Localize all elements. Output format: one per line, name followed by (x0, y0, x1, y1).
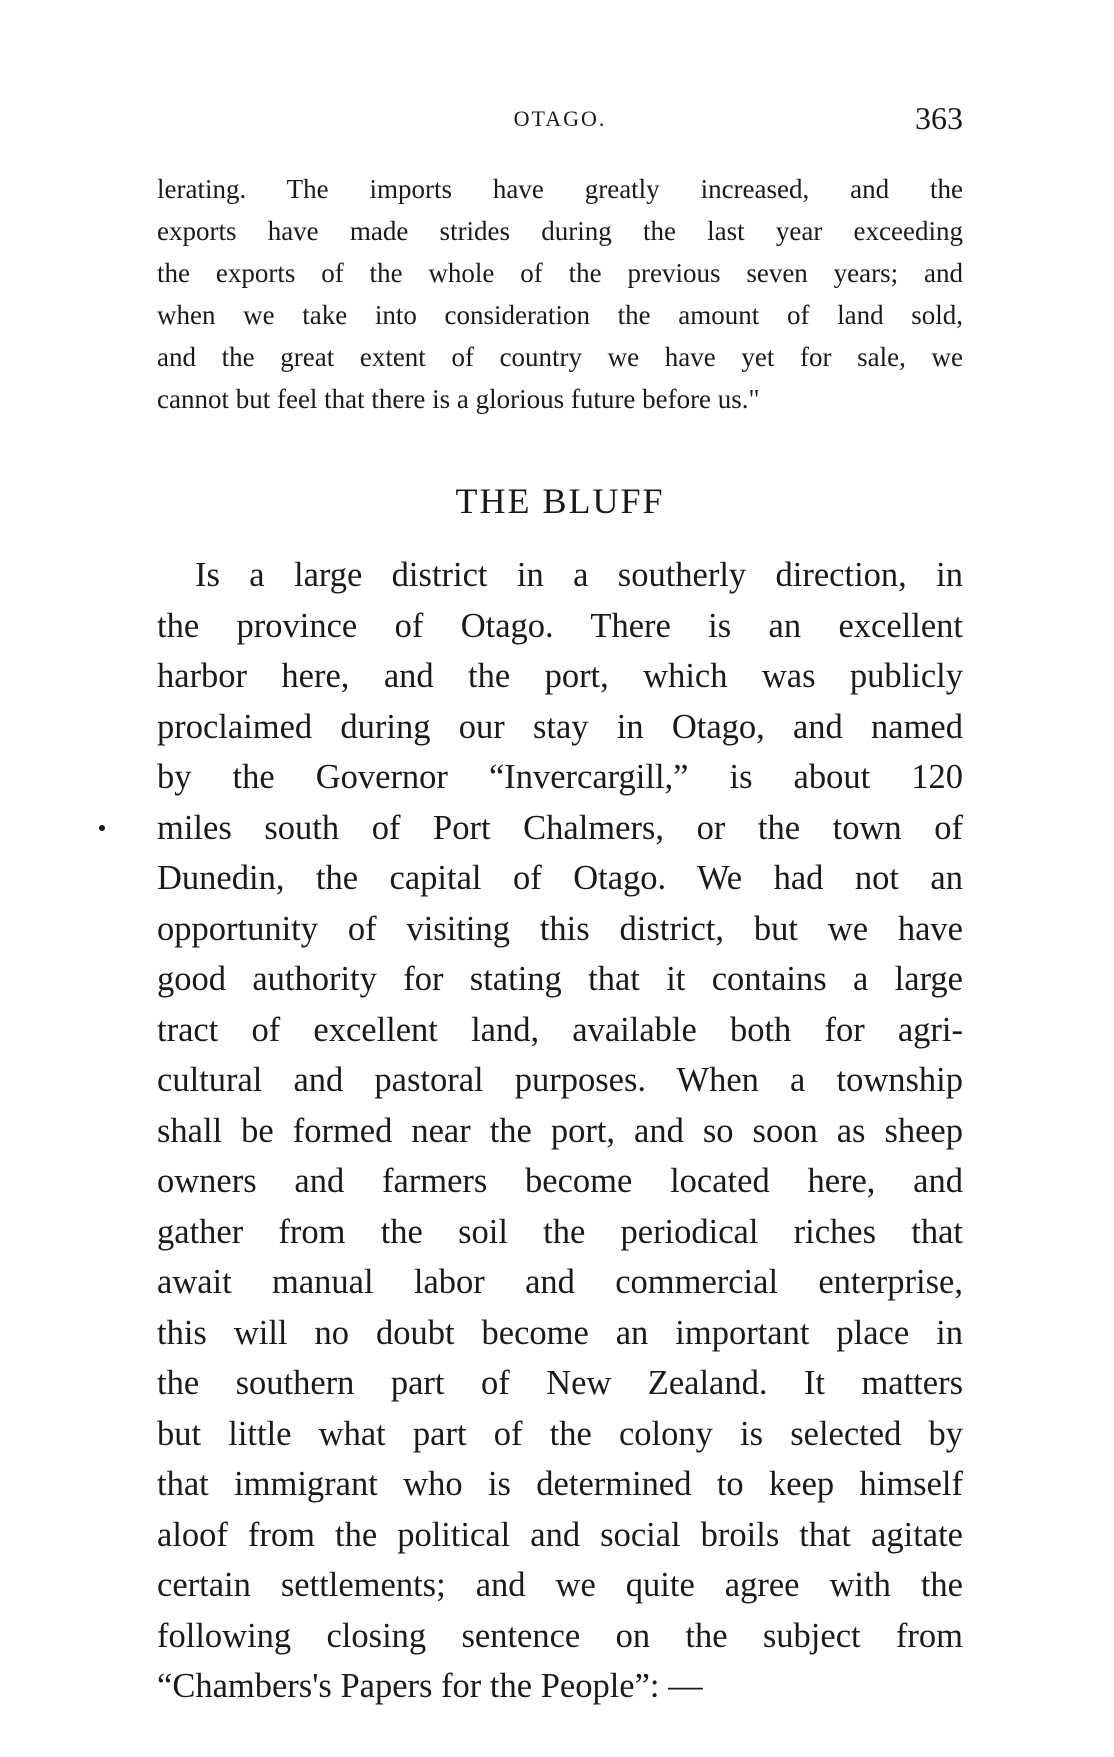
text-line: aloof from the political and social broils that agitate (157, 1515, 963, 1554)
text-line: await manual labor and commercial enterprise, (157, 1263, 963, 1301)
running-head (157, 100, 963, 140)
text-line: proclaimed during our stay in Otago, and named (157, 707, 963, 746)
section-body (157, 550, 963, 1712)
text-line: Is a large district in a southerly direction, in (195, 556, 963, 594)
running-title: OTAGO. (513, 106, 607, 131)
text-line: owners and farmers become located here, and (157, 1162, 963, 1200)
text-line: the province of Otago. There is an excellent (157, 606, 963, 645)
text-line: opportunity of visiting this district, but we have (157, 909, 963, 948)
text-line: cultural and pastoral purposes. When a township (157, 1061, 963, 1099)
section-heading: THE BLUFF (455, 481, 665, 521)
text-line: lerating. The imports have greatly increased, and the (157, 174, 963, 204)
text-line: Dunedin, the capital of Otago. We had not an (157, 859, 963, 897)
text-line: gather from the soil the periodical riches that (157, 1212, 963, 1251)
text-line: “Chambers's Papers for the People”: — (157, 1667, 703, 1705)
text-line: good authority for stating that it contains a large (157, 960, 963, 998)
text-line: cannot but feel that there is a glorious future before us." (157, 384, 760, 414)
text-line: this will no doubt become an important place in (157, 1313, 963, 1352)
text-line: that immigrant who is determined to keep himself (157, 1465, 963, 1503)
text-line: and the great extent of country we have yet for sale, we (157, 342, 963, 372)
text-line: when we take into consideration the amount of land sold, (157, 300, 963, 330)
text-line: exports have made strides during the last year exceeding (157, 216, 963, 246)
text-line: the southern part of New Zealand. It matters (157, 1364, 963, 1402)
text-line: harbor here, and the port, which was publicly (157, 657, 963, 695)
text-line: miles south of Port Chalmers, or the town of (157, 808, 963, 847)
text-line: tract of excellent land, available both for agri- (157, 1010, 963, 1049)
text-line: shall be formed near the port, and so soon as sheep (157, 1111, 963, 1150)
continued-quotation (157, 168, 963, 420)
text-line: following closing sentence on the subject from (157, 1616, 963, 1655)
text-line: certain settlements; and we quite agree with the (157, 1566, 963, 1604)
margin-mark (99, 825, 105, 831)
text-line: the exports of the whole of the previous seven years; and (157, 258, 963, 288)
page-number: 363 (915, 100, 963, 136)
text-line: by the Governor “Invercargill,” is about 120 (157, 758, 963, 796)
text-line: but little what part of the colony is selected by (157, 1414, 963, 1453)
